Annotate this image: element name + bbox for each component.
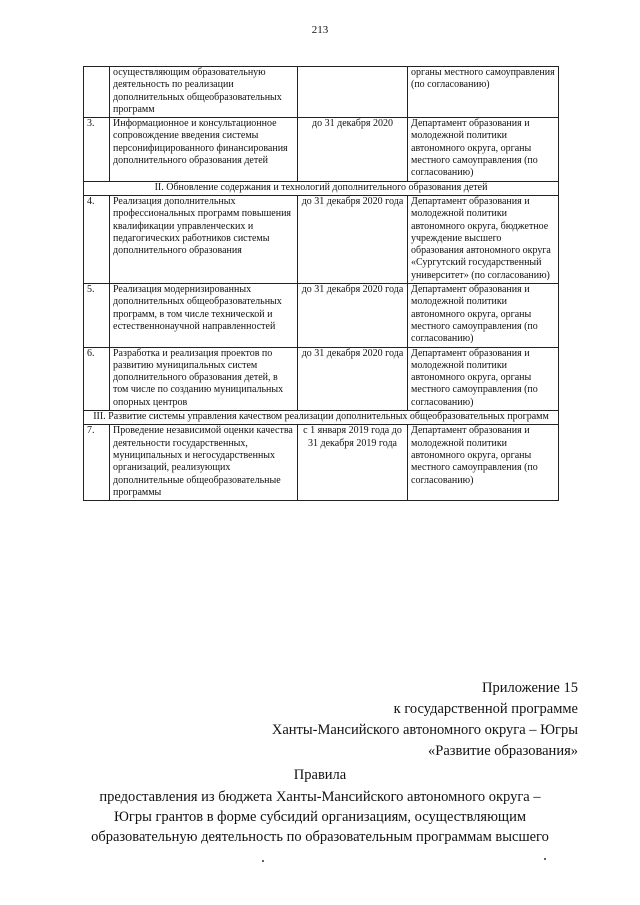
section-heading: II. Обновление содержания и технологий дополнительного образования детей xyxy=(84,181,559,195)
section-row xyxy=(84,411,559,425)
row-term: до 31 декабря 2020 года xyxy=(298,347,408,410)
table-row xyxy=(84,195,559,283)
row-action: Реализация модернизированных дополнительных общеобразовательных программ, в том числе технической и естественнонаучной направленностей xyxy=(110,284,298,347)
row-number: 5. xyxy=(84,284,110,347)
row-number: 6. xyxy=(84,347,110,410)
row-term: до 31 декабря 2020 года xyxy=(298,195,408,283)
rules-title: Правила xyxy=(293,767,347,783)
page-number: 213 xyxy=(311,24,329,36)
table-row xyxy=(84,347,559,410)
appendix-program-name: «Развитие образования» xyxy=(428,743,578,759)
table-row xyxy=(84,67,559,118)
row-responsible: органы местного самоуправления (по согласованию) xyxy=(408,67,559,118)
row-term: до 31 декабря 2020 xyxy=(298,118,408,181)
row-action: Проведение независимой оценки качества деятельности государственных, муниципальных и негосударственных организаций, реализующих дополнительные общеобразовательные программы xyxy=(110,425,298,501)
table-row xyxy=(84,284,559,347)
row-term: с 1 января 2019 года до 31 декабря 2019 года xyxy=(298,425,408,501)
activities-table xyxy=(83,66,559,501)
row-action: Информационное и консультационное сопровождение введения системы персонифицированного финансирования дополнительного образования детей xyxy=(110,118,298,181)
scan-speck xyxy=(262,860,264,862)
row-number: 3. xyxy=(84,118,110,181)
row-number: 7. xyxy=(84,425,110,501)
row-term: до 31 декабря 2020 года xyxy=(298,284,408,347)
row-responsible: Департамент образования и молодежной политики автономного округа, бюджетное учреждение высшего образования автономного округа «Сургутский государственный университет» (по согласованию) xyxy=(408,195,559,283)
scan-speck xyxy=(544,858,546,860)
appendix-header xyxy=(272,678,578,762)
row-number xyxy=(84,67,110,118)
rules-subtitle-line: предоставления из бюджета Ханты-Мансийского автономного округа – xyxy=(99,789,541,805)
row-action: осуществляющим образовательную деятельность по реализации дополнительных общеобразовательных программ xyxy=(110,67,298,118)
row-responsible: Департамент образования и молодежной политики автономного округа, органы местного самоуправления (по согласованию) xyxy=(408,118,559,181)
appendix-program-ref: к государственной программе xyxy=(393,701,578,717)
row-number: 4. xyxy=(84,195,110,283)
row-responsible: Департамент образования и молодежной политики автономного округа, органы местного самоуправления (по согласованию) xyxy=(408,284,559,347)
table-row xyxy=(84,118,559,181)
row-responsible: Департамент образования и молодежной политики автономного округа, органы местного самоуправления (по согласованию) xyxy=(408,425,559,501)
appendix-region: Ханты-Мансийского автономного округа – Югры xyxy=(271,722,578,738)
row-action: Разработка и реализация проектов по развитию муниципальных систем дополнительного образования детей, в том числе по созданию муниципальных опорных центров xyxy=(110,347,298,410)
table-row xyxy=(84,425,559,501)
appendix-number: Приложение 15 xyxy=(482,680,578,696)
rules-heading xyxy=(60,765,580,847)
rules-subtitle-line: Югры грантов в форме субсидий организациям, осуществляющим xyxy=(113,809,527,825)
row-term xyxy=(298,67,408,118)
section-row xyxy=(84,181,559,195)
row-responsible: Департамент образования и молодежной политики автономного округа, органы местного самоуправления (по согласованию) xyxy=(408,347,559,410)
row-action: Реализация дополнительных профессиональных программ повышения квалификации управленческих и педагогических работников системы дополнительного образования xyxy=(110,195,298,283)
rules-subtitle-line: образовательную деятельность по образовательным программам высшего xyxy=(91,829,549,845)
section-heading: III. Развитие системы управления качеством реализации дополнительных общеобразовательных программ xyxy=(84,411,559,425)
